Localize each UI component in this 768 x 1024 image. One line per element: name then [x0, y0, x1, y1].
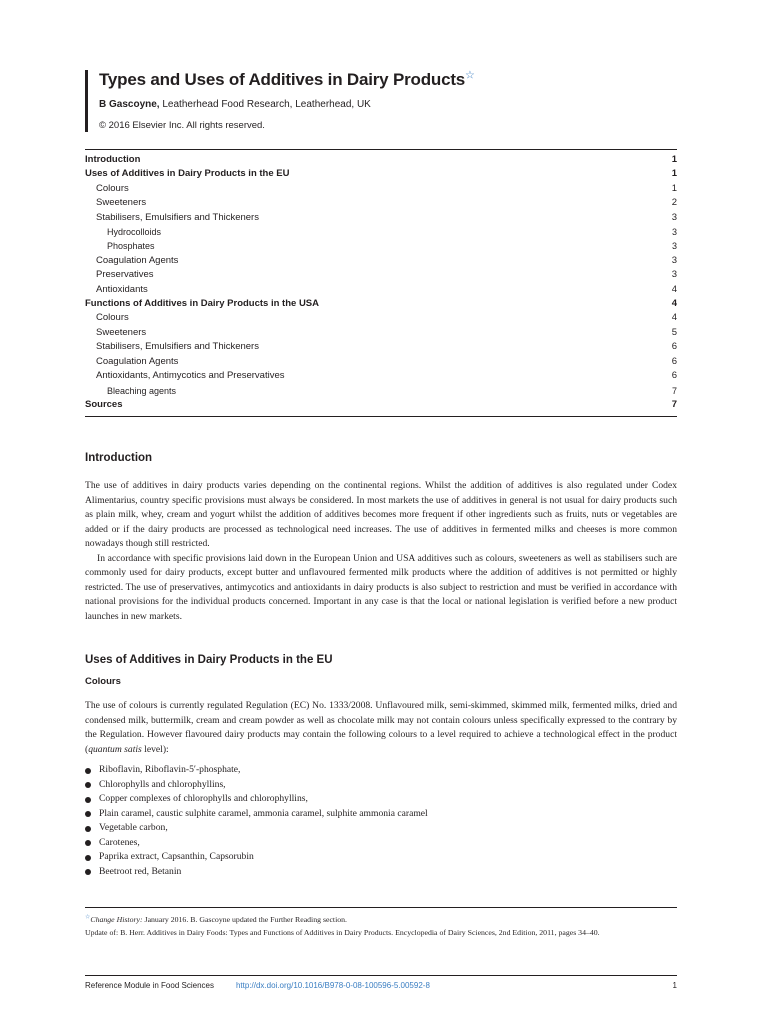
toc-entry[interactable]	[85, 340, 677, 354]
eu-section-heading: Uses of Additives in Dairy Products in the EU	[85, 654, 333, 666]
footnote-update-of: Update of: B. Herr. Additives in Dairy Foods: Types and Functions of Additives in Dairy Products. Encyclopedia of Dairy Sciences, 2nd Edition, 2011, pages 34–40.	[85, 928, 600, 937]
list-item	[85, 807, 677, 822]
list-item-text: Chlorophylls and chlorophyllins,	[99, 778, 226, 790]
toc-entry-page: 3	[671, 241, 677, 252]
colours-paragraph	[85, 699, 677, 757]
toc-entry-title: Functions of Additives in Dairy Products in the USA	[85, 298, 320, 310]
toc-entry[interactable]	[85, 182, 677, 196]
footnote	[85, 907, 677, 939]
bullet-icon	[85, 768, 91, 774]
list-item	[85, 836, 677, 851]
toc-entry-title: Coagulation Agents	[96, 254, 179, 266]
author-affiliation: Leatherhead Food Research, Leatherhead, UK	[162, 99, 371, 110]
toc-entry[interactable]	[85, 326, 677, 340]
toc-entry-title: Antioxidants	[96, 283, 148, 295]
toc-entry-title: Hydrocolloids	[107, 227, 162, 238]
toc-entry[interactable]	[85, 254, 677, 268]
author-line	[99, 98, 719, 111]
bullet-icon	[85, 811, 91, 817]
eu-section	[85, 653, 677, 879]
doi-link[interactable]: http://dx.doi.org/10.1016/B978-0-08-100596-5.00592-8	[235, 981, 430, 990]
toc-entry-page: 4	[671, 312, 677, 324]
toc-entry-page: 6	[671, 355, 677, 367]
list-item-text: Copper complexes of chlorophylls and chlorophyllins,	[99, 793, 308, 804]
toc-entry-title: Stabilisers, Emulsifiers and Thickeners	[96, 211, 259, 223]
copyright-notice: © 2016 Elsevier Inc. All rights reserved.	[99, 120, 265, 131]
toc-entry-title: Coagulation Agents	[96, 355, 179, 367]
toc-entry-title: Uses of Additives in Dairy Products in the EU	[85, 168, 290, 180]
toc-entry-page: 1	[671, 168, 677, 180]
toc-entry-page: 6	[671, 370, 677, 382]
toc-entry-page: 7	[671, 398, 677, 410]
bullet-icon	[85, 826, 91, 832]
article-title	[99, 70, 719, 90]
toc-entry-page: 2	[671, 197, 677, 209]
list-item-text: Beetroot red, Betanin	[99, 865, 182, 877]
toc-entry-title: Sweeteners	[96, 197, 147, 209]
toc-entry-title: Colours	[96, 182, 129, 194]
footnote-star-icon: ☆	[85, 914, 91, 921]
change-history-star-icon[interactable]: ☆	[465, 69, 475, 82]
author-name: B Gascoyne,	[99, 99, 160, 110]
toc-entry-title: Bleaching agents	[107, 385, 177, 396]
toc-entry[interactable]	[85, 398, 677, 412]
article-header	[85, 70, 719, 132]
change-history-text: January 2016. B. Gascoyne updated the Further Reading section.	[142, 915, 347, 924]
toc-entry[interactable]	[85, 297, 677, 311]
permitted-colours-list	[85, 763, 677, 879]
toc-entry[interactable]	[85, 355, 677, 369]
toc-entry[interactable]	[85, 196, 677, 210]
colours-paragraph-text: The use of colours is currently regulated Regulation (EC) No. 1333/2008. Unflavoured milk, semi-skimmed, skimmed milk, fermented milks, dried and condensed milk, buttermilk, cream and cream powder as well as chocolate milk may not contain colours unless specifically expressed to the contrary by the Regulation. However flavoured dairy products may contain the following colours to a level required to achieve a technological effect in the product (	[85, 700, 677, 755]
page-number: 1	[672, 981, 677, 990]
toc-entry-page: 4	[671, 298, 677, 310]
toc-entry-page: 7	[671, 385, 677, 396]
quantum-satis-term: quantum satis	[88, 743, 142, 755]
toc-entry-title: Sources	[85, 398, 123, 410]
toc-entry-page: 1	[671, 182, 677, 194]
introduction-paragraph-1: The use of additives in dairy products varies depending on the continental regions. Whilst the addition of additives is also regulated under Codex Alimentarius, country specific provisions must always be considered. In most markets the use of additives in general is not usual for dairy products such as plain milk, whey, cream and yogurt whilst the addition of additives becomes more frequent if other ingredients such as fruits, nuts or vegetables are added or if the dairy products are processed as technological need increases. The use of additives in fermented milks and cheeses is more common nowadays though still restricted.	[85, 480, 677, 549]
list-item	[85, 792, 677, 807]
list-item-text: Carotenes,	[99, 836, 140, 848]
list-item	[85, 763, 677, 778]
bullet-icon	[85, 855, 91, 861]
toc-entry[interactable]	[85, 211, 677, 225]
toc-entry-title: Introduction	[85, 154, 141, 165]
article-title-text: Types and Uses of Additives in Dairy Products	[99, 70, 466, 89]
toc-entry[interactable]	[85, 239, 677, 253]
toc-entry[interactable]	[85, 311, 677, 325]
bullet-icon	[85, 840, 91, 846]
toc-entry[interactable]	[85, 369, 677, 383]
change-history-label: Change History:	[90, 915, 143, 924]
toc-entry-page: 3	[671, 211, 677, 223]
list-item	[85, 778, 677, 793]
toc-entry[interactable]	[85, 384, 677, 398]
toc-entry[interactable]	[85, 283, 677, 297]
list-item	[85, 865, 677, 880]
list-item-text: Riboflavin, Riboflavin-5′-phosphate,	[99, 764, 241, 775]
introduction-paragraph-2: In accordance with specific provisions laid down in the European Union and USA additives such as colours, sweeteners as well as stabilisers such are commonly used for dairy products, except butter and unflavoured fermented milk products where the addition of additives is not permitted or highly restricted. The use of preservatives, antimycotics and antioxidants in dairy products is also subject to restriction and must be verified in accordance with national provisions for the individual products concerned. Important in any case is that the local or national legislation is verified before a new product launches in new markets.	[85, 552, 677, 622]
toc-entry[interactable]	[85, 268, 677, 282]
toc-entry-page: 5	[671, 326, 677, 338]
list-item	[85, 821, 677, 836]
list-item-text: Vegetable carbon,	[99, 822, 168, 833]
bullet-icon	[85, 869, 91, 875]
footnote-change-history	[85, 913, 677, 926]
page-footer	[85, 975, 677, 991]
toc-entry-page: 3	[671, 227, 677, 238]
toc-entry-page: 3	[671, 269, 677, 281]
introduction-section	[85, 451, 677, 624]
toc-entry-title: Colours	[96, 312, 129, 324]
colours-subheading: Colours	[85, 676, 121, 687]
list-item-text: Paprika extract, Capsanthin, Capsorubin	[99, 851, 254, 862]
colours-paragraph-end: level):	[141, 743, 169, 755]
toc-entry-page: 4	[671, 283, 677, 295]
toc-entry[interactable]	[85, 153, 677, 167]
journal-name: Reference Module in Food Sciences	[85, 981, 214, 990]
toc-entry[interactable]	[85, 167, 677, 181]
toc-entry-title: Sweeteners	[96, 326, 147, 338]
toc-entry-title: Preservatives	[96, 269, 154, 281]
toc-entry-page: 1	[671, 154, 677, 165]
bullet-icon	[85, 797, 91, 803]
toc-entry-page: 3	[671, 254, 677, 266]
toc-entry-title: Phosphates	[107, 241, 155, 252]
toc-entry[interactable]	[85, 225, 677, 239]
list-item-text: Plain caramel, caustic sulphite caramel, ammonia caramel, sulphite ammonia caramel	[99, 807, 428, 819]
toc-entry-title: Stabilisers, Emulsifiers and Thickeners	[96, 341, 259, 353]
introduction-heading: Introduction	[85, 452, 153, 464]
toc-entry-page: 6	[671, 341, 677, 353]
list-item	[85, 850, 677, 865]
toc-entry-title: Antioxidants, Antimycotics and Preservatives	[96, 370, 285, 382]
table-of-contents	[85, 149, 677, 417]
bullet-icon	[85, 782, 91, 788]
